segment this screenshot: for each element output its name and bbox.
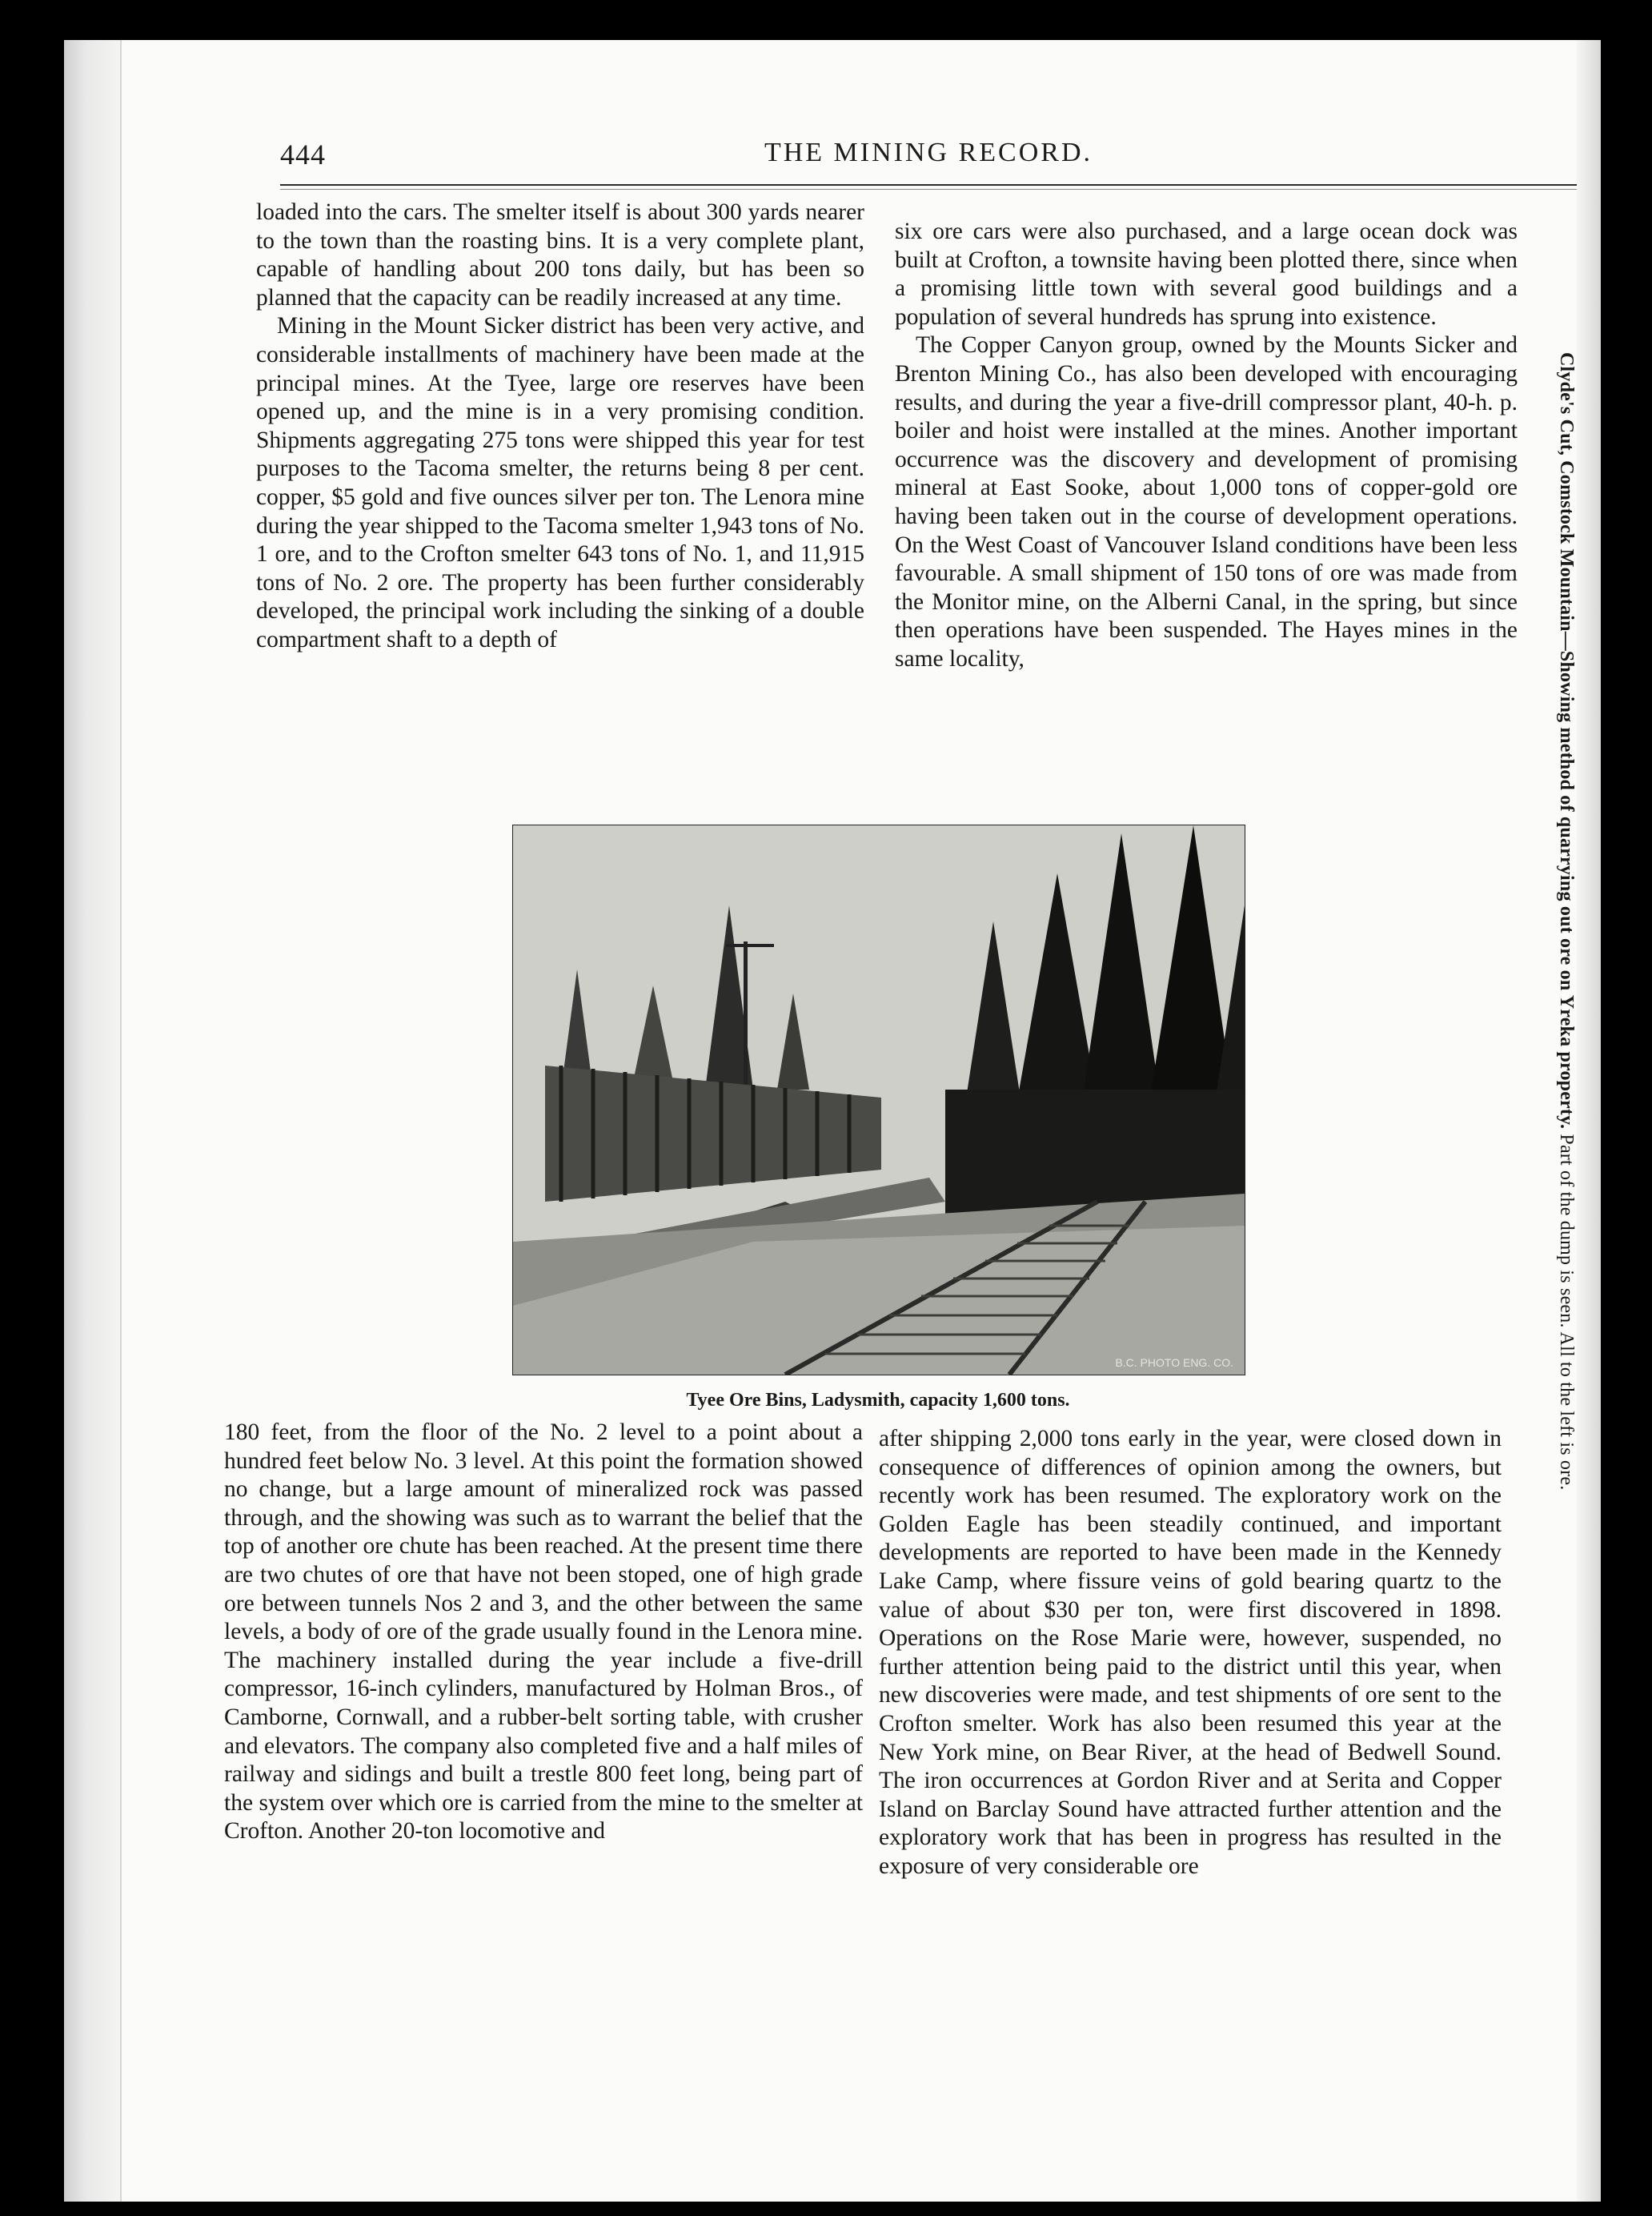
running-title: THE MINING RECORD.: [764, 138, 1093, 167]
engraver-credit: B.C. PHOTO ENG. CO.: [1115, 1356, 1233, 1369]
paragraph: The Copper Canyon group, owned by the Mounts Sicker and Brenton Mining Co., has also been developed with encouraging results, and during the year a five-drill compressor plant, 40-h. p. boiler and hoist were installed at the mines. Another important occurrence was the discovery and development of promising mineral at East Sooke, about 1,000 tons of copper-gold ore having been taken out in the course of development operations. On the West Coast of Vancouver Island conditions have been less favourable. A small shipment of 150 tons of ore was made from the Monitor mine, on the Alberni Canal, in the spring, but since then operations have been suspended. The Hayes mines in the same locality,: [895, 332, 1518, 672]
figure-caption: Tyee Ore Bins, Ladysmith, capacity 1,600 tons.: [686, 1390, 1070, 1411]
side-caption-text: Part of the dump is seen. All to the left is ore.: [1556, 1134, 1577, 1491]
paragraph: after shipping 2,000 tons early in the year, were closed down in consequence of differences of opinion among the owners, but recently work has been resumed. The exploratory work on the Golden Eagle has been steadily continued, and important developments are reported to have been made in the Kennedy Lake Camp, where fissure veins of gold bearing quartz to the value of about $30 per ton, were first discovered in 1898. Operations on the Rose Marie were, however, suspended, no further attention being paid to the district until this year, when new discoveries were made, and test shipments of ore sent to the Crofton smelter. Work has also been resumed this year at the New York mine, on Bear River, at the head of Bedwell Sound. The iron occurrences at Gordon River and at Serita and Copper Island on Barclay Sound have attracted further attention and the exploratory work that has been in progress has resulted in the exposure of very considerable ore: [879, 1426, 1502, 1879]
paragraph: 180 feet, from the floor of the No. 2 level to a point about a hundred feet below No. 3 level. At this point the formation showed no change, but a large amount of mineralized rock was passed through, and the showing was such as to warrant the belief that the top of another ore chute has been reached. At the present time there are two chutes of ore that have not been stoped, one of high grade ore between tunnels Nos 2 and 3, and the other between the same levels, a body of ore of the grade usually found in the Lenora mine. The machinery installed during the year include a five-drill compressor, 16-inch cylinders, manufactured by Holman Bros., of Camborne, Cornwall, and a rubber-belt sorting table, with crusher and elevators. The company also completed five and a half miles of railway and sidings and built a trestle 800 feet long, being part of the system over which ore is carried from the mine to the smelter at Crofton. Another 20-ton locomotive and: [224, 1419, 863, 1845]
paragraph: loaded into the cars. The smelter itself is about 300 yards nearer to the town than the roasting bins. It is a very complete plant, capable of handling about 200 tons daily, but has been so planned that the capacity can be readily increased at any time.: [256, 199, 864, 311]
column-top-left: [256, 199, 864, 655]
paragraph: six ore cars were also purchased, and a large ocean dock was built at Crofton, a townsite having been plotted there, since when a promising little town with several good buildings and a population of several hundreds has sprung into existence.: [895, 219, 1518, 330]
page-header: [280, 126, 1577, 191]
scanned-page: [64, 40, 1601, 2202]
column-top-right: [895, 218, 1518, 674]
book-spine-edge: [64, 40, 122, 2202]
page-number: 444: [280, 138, 326, 171]
page-right-edge: [1577, 40, 1601, 2202]
rotated-side-caption: [1545, 352, 1577, 2098]
paragraph: Mining in the Mount Sicker district has been very active, and considerable installments of machinery have been made at the principal mines. At the Tyee, large ore reserves have been opened up, and the mine is in a very promising condition. Shipments aggregating 275 tons were shipped this year for test purposes to the Tacoma smelter, the returns being 8 per cent. copper, $5 gold and five ounces silver per ton. The Lenora mine during the year shipped to the Tacoma smelter 1,943 tons of No. 1 ore, and to the Crofton smelter 643 tons of No. 1, and 11,915 tons of No. 2 ore. The property has been further considerably developed, the principal work including the sinking of a double compartment shaft to a depth of: [256, 313, 864, 652]
column-bottom-right: [879, 1425, 1502, 1881]
figure-photo-tyee-ore-bins: [512, 825, 1245, 1375]
photo-illustration: [513, 825, 1245, 1375]
header-rule: [280, 184, 1577, 190]
column-bottom-left: [224, 1419, 863, 1846]
side-caption-title: Clyde's Cut, Comstock Mountain—Showing method of quarrying out ore on Yreka property.: [1556, 352, 1577, 1130]
